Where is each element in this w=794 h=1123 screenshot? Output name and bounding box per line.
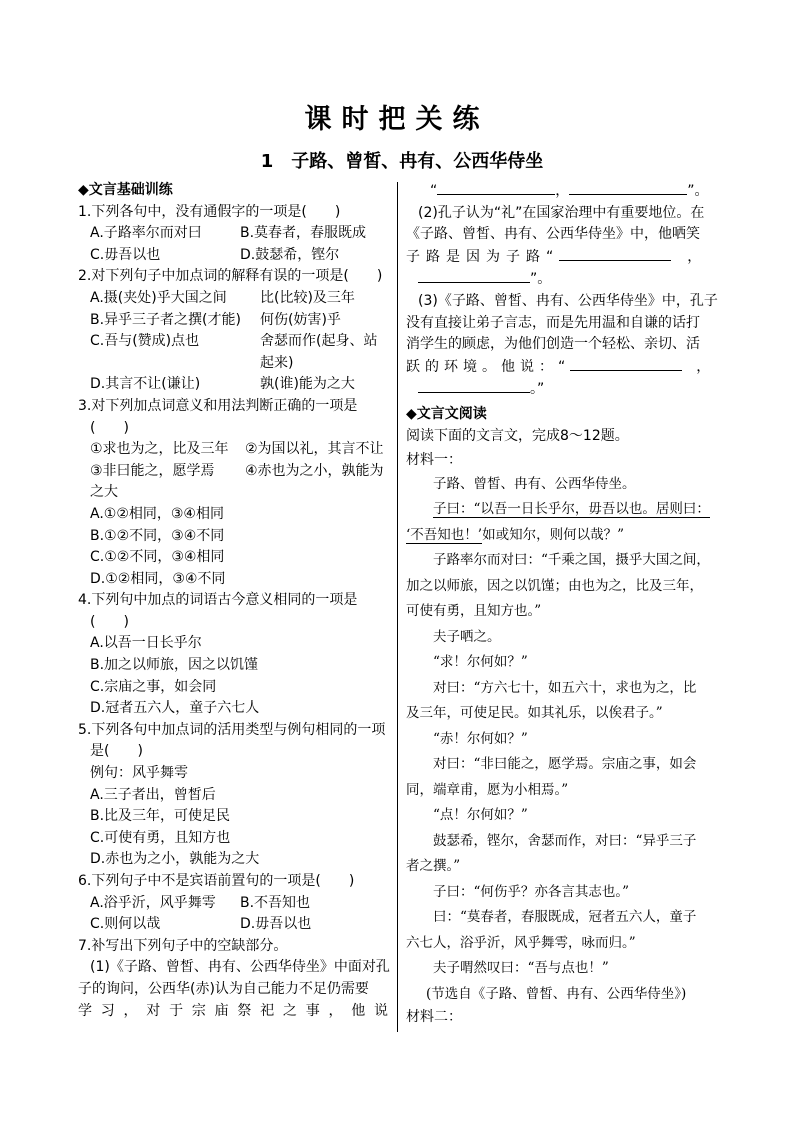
column-divider xyxy=(397,182,398,1032)
option-c: C.毋吾以也 xyxy=(90,246,161,263)
passage-paragraph-cont: 加之以师旅，因之以饥馑；由也为之，比及三年， xyxy=(406,577,703,594)
sentence-3: ③非曰能之，愿学焉 xyxy=(90,462,215,479)
question-4 xyxy=(78,590,388,720)
answer-blank[interactable] xyxy=(569,180,687,195)
passage-paragraph: 夫子哂之。 xyxy=(433,628,501,645)
option-d: D.鼓瑟希，铿尔 xyxy=(240,246,340,263)
option-a-second: 比(比较)及三年 xyxy=(260,289,355,306)
passage-paragraph: 子路、曾皙、冉有、公西华侍坐。 xyxy=(433,475,636,492)
question-stem: 1.下列各句中，没有通假字的一项是( ) xyxy=(78,203,341,220)
passage-paragraph: 子曰：“何伤乎？亦各言其志也。” xyxy=(433,883,630,900)
option-b: B.①②不同，③④不同 xyxy=(90,527,225,544)
passage-paragraph: 子路率尔而对曰：“千乘之国，摄乎大国之间， xyxy=(433,552,710,569)
lesson-title: 1 子路、曾皙、冉有、公西华侍坐 xyxy=(260,151,544,172)
question-stem: 6.下列句子中不是宾语前置句的一项是( ) xyxy=(78,873,355,889)
option-a: A.①②相同，③④相同 xyxy=(90,505,224,522)
passage-paragraph-cont: 可使有勇，且知方也。” xyxy=(406,603,542,620)
question-5 xyxy=(78,720,388,871)
option-b-second: 何伤(妨害)乎 xyxy=(260,311,341,328)
question-stem: 7.补写出下列句子中的空缺部分。 xyxy=(78,937,288,954)
option-c-second-cont: 起来) xyxy=(260,354,294,371)
sentence-2: ②为国以礼，其言不让 xyxy=(245,441,384,458)
passage-paragraph-cont: 六七人，浴乎沂，风乎舞雩，咏而归。” xyxy=(406,934,636,951)
q7-part1-line2: 子的询问，公西华(赤)认为自己能力不足仍需要 xyxy=(78,980,369,997)
sentence-4-cont: 之大 xyxy=(90,484,118,501)
passage-paragraph: 曰：“莫春者，春服既成，冠者五六人，童子 xyxy=(433,909,697,926)
question-stem: 4.下列句中加点的词语古今意义相同的一项是 xyxy=(78,592,358,609)
option-d-second: 孰(谁)能为之大 xyxy=(260,376,355,393)
passage-paragraph: 夫子喟然叹曰：“吾与点也！” xyxy=(433,960,609,977)
passage-paragraph: “求！尔何如？” xyxy=(433,654,528,671)
passage-paragraph: 鼓瑟希，铿尔，舍瑟而作，对曰：“异乎三子 xyxy=(433,832,697,849)
material-2-label: 材料二： xyxy=(406,1009,462,1026)
question-1 xyxy=(78,202,388,267)
option-a: A.三子者出，曾皙后 xyxy=(90,786,216,803)
passage-paragraph-cont: 者之撰。” xyxy=(406,858,461,875)
option-d: D.①②相同，③④不同 xyxy=(90,570,226,587)
option-a: A.以吾一日长乎尔 xyxy=(90,635,202,652)
question-stem-cont: ( ) xyxy=(90,613,129,630)
passage-paragraph: “点！尔何如？” xyxy=(433,807,528,824)
passage-paragraph-cont: 及三年，可使足民。如其礼乐，以俟君子。” xyxy=(406,705,663,722)
answer-blank[interactable] xyxy=(437,180,555,195)
option-d: D.毋吾以也 xyxy=(240,916,312,933)
answer-blank[interactable] xyxy=(418,268,530,283)
section-heading-reading: ◆文言文阅读 xyxy=(406,405,487,422)
q7-part3-line3: 消学生的顾虑，为他们创造一个轻松、亲切、活 xyxy=(406,336,700,353)
answer-blank[interactable] xyxy=(418,378,530,393)
section-heading-basic: ◆文言基础训练 xyxy=(78,182,173,198)
q7-part2-line1: (2)孔子认为“礼”在国家治理中有重要地位。在 xyxy=(418,204,705,221)
passage-paragraph-cont: ‘不吾知也！’如或知尔，则何以哉？” xyxy=(406,526,624,543)
question-stem-cont: ( ) xyxy=(90,419,129,436)
option-d: D.冠者五六人，童子六七人 xyxy=(90,700,260,717)
question-stem: 2.对下列句子中加点词的解释有误的一项是( ) xyxy=(78,268,383,285)
sentence-1: ①求也为之，比及三年 xyxy=(90,441,229,458)
option-a: A.浴乎沂，风乎舞雩 xyxy=(90,894,216,911)
q7-part3-line2: 没有直接让弟子言志，而是先用温和自谦的话打 xyxy=(406,314,700,331)
page-title: 课时把关练 xyxy=(304,104,490,135)
example-sentence: 例句：风乎舞雩 xyxy=(90,765,188,782)
option-c: C.则何以哉 xyxy=(90,916,161,933)
sentence-4: ④赤也为之小，孰能为 xyxy=(245,462,384,479)
reading-passage xyxy=(406,472,726,1008)
passage-paragraph: 对曰：“方六七十，如五六十，求也为之，比 xyxy=(433,679,697,696)
option-d: D.赤也为之小，孰能为之大 xyxy=(90,851,260,868)
question-7 xyxy=(78,936,388,1022)
option-b: B.加之以师旅，因之以饥馑 xyxy=(90,657,259,674)
q7-part3-line4: 跃的环境。他说：“ ， xyxy=(406,356,726,379)
option-a: A.子路率尔而对曰 xyxy=(90,225,202,242)
passage-paragraph-cont: 同，端章甫，愿为小相焉。” xyxy=(406,781,569,798)
question-6 xyxy=(78,871,388,936)
passage-source: (节选自《子路、曾皙、冉有、公西华侍坐》) xyxy=(426,985,687,1002)
option-b: B.异乎三子者之撰(才能) xyxy=(90,311,241,328)
q7-part2-line4: ”。 xyxy=(406,268,726,291)
option-a: A.摄(夹处)乎大国之间 xyxy=(90,289,227,306)
q7-part3-line1: (3)《子路、曾皙、冉有、公西华侍坐》中，孔子 xyxy=(418,292,718,309)
option-c: C.①②不同，③④相同 xyxy=(90,549,225,566)
passage-paragraph: 对曰：“非曰能之，愿学焉。宗庙之事，如会 xyxy=(433,756,697,773)
option-c-second: 舍瑟而作(起身、站 xyxy=(260,333,378,350)
option-c: C.可使有勇，且知方也 xyxy=(90,829,231,846)
q7-part1-line3: 学习，对于宗庙祭祀之事，他说 xyxy=(78,1002,388,1019)
question-3 xyxy=(78,396,388,590)
q7-part2-line3: 子路是因为子路“ ， xyxy=(406,246,726,269)
option-b: B.不吾知也 xyxy=(240,894,311,911)
q7-part1-answer-line: “ ， ”。 xyxy=(406,180,726,203)
reading-intro: 阅读下面的文言文，完成8～12题。 xyxy=(406,427,629,444)
material-1-label: 材料一： xyxy=(406,452,462,469)
question-2 xyxy=(78,266,388,396)
q7-part1-line1: (1)《子路、曾皙、冉有、公西华侍坐》中面对孔 xyxy=(90,959,390,976)
q7-part3-line5: 。” xyxy=(406,378,726,401)
answer-blank[interactable] xyxy=(570,356,682,371)
option-c: C.吾与(赞成)点也 xyxy=(90,333,200,350)
option-b: B.比及三年，可使足民 xyxy=(90,808,231,825)
question-stem: 5.下列各句中加点词的活用类型与例句相同的一项 xyxy=(78,721,386,738)
option-b: B.莫春者，春服既成 xyxy=(240,225,367,242)
option-c: C.宗庙之事，如会同 xyxy=(90,678,217,695)
option-d: D.其言不让(谦让) xyxy=(90,376,201,393)
passage-paragraph: “赤！尔何如？” xyxy=(433,730,528,747)
answer-blank[interactable] xyxy=(559,246,671,261)
q7-part2-line2: 《子路、曾皙、冉有、公西华侍坐》中，他哂笑 xyxy=(406,226,700,243)
left-column xyxy=(78,180,388,1022)
passage-paragraph: 子曰：“以吾一日长乎尔，毋吾以也。居则曰： xyxy=(433,501,710,518)
right-column xyxy=(406,180,726,1029)
question-stem-cont: 是( ) xyxy=(90,743,143,760)
question-stem: 3.对下列加点词意义和用法判断正确的一项是 xyxy=(78,397,358,414)
